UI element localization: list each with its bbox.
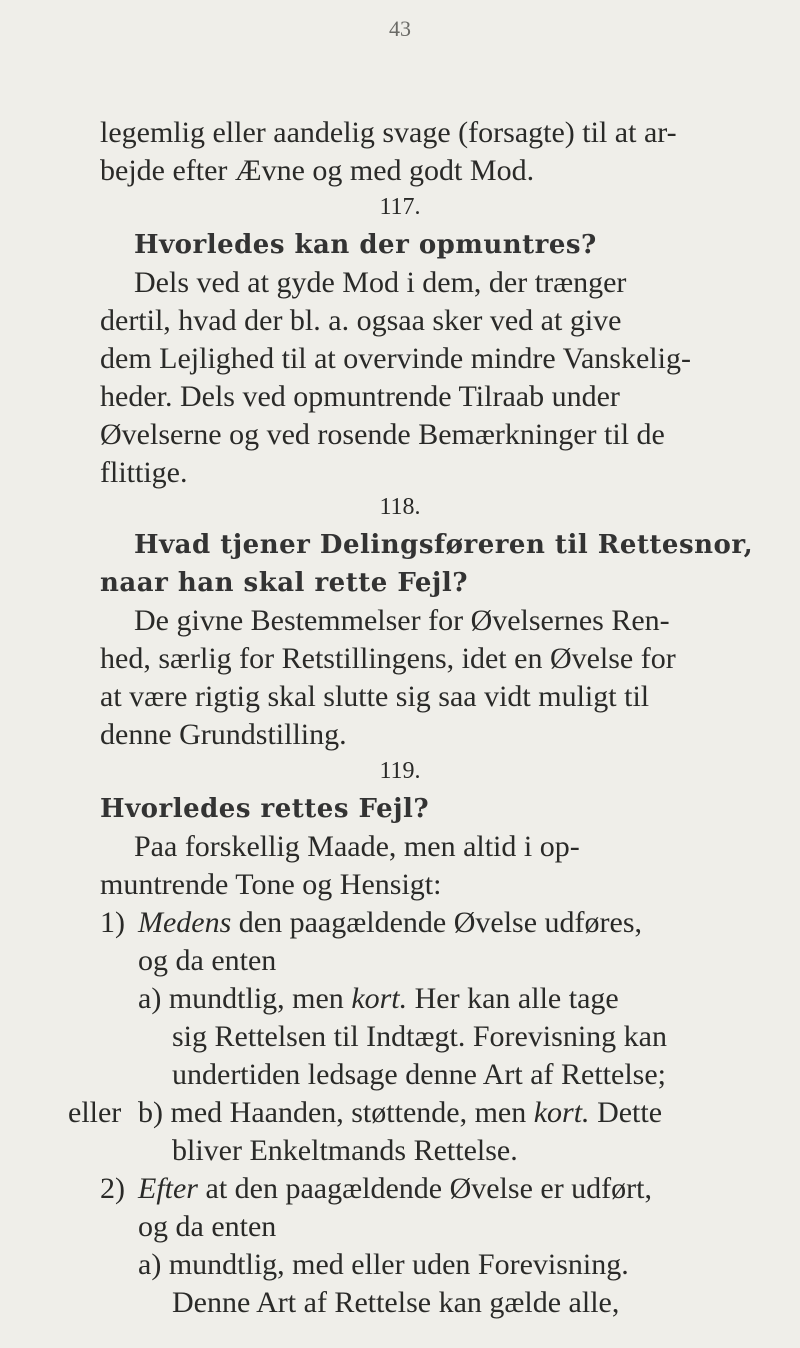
text-line: og da enten: [138, 1210, 277, 1243]
emphasis: Medens: [138, 906, 232, 939]
text-line: Paa forskellig Maade, men altid i op-: [134, 830, 580, 863]
text-line: muntrende Tone og Hensigt:: [100, 868, 442, 901]
sub-item-a: [138, 980, 619, 1018]
sub-text: Her kan alle tage: [407, 982, 619, 1015]
sub-text: med Haanden, støttende, men: [163, 1096, 534, 1129]
question-119: Hvorledes rettes Fejl?: [100, 794, 430, 824]
section-number-119: 119.: [379, 758, 421, 784]
list-marker: 2): [100, 1172, 125, 1205]
sub-marker: a): [138, 1248, 162, 1281]
section-number-118: 118.: [379, 494, 421, 520]
section-number-117: 117.: [379, 194, 421, 220]
text-line: Denne Art af Rettelse kan gælde alle,: [172, 1286, 620, 1319]
text-line: hed, særlig for Retstillingens, idet en Øvelse for: [100, 642, 676, 675]
sub-text: mundtlig, men: [161, 982, 352, 1015]
text-line: at være rigtig skal slutte sig saa vidt muligt til: [100, 680, 650, 713]
emphasis: kort.: [351, 982, 408, 1015]
page-number: 43: [389, 16, 411, 41]
emphasis: kort.: [533, 1096, 590, 1129]
question-118-line-1: Hvad tjener Delingsføreren til Rettesnor,: [134, 530, 754, 560]
list-text: at den paagældende Øvelse er udført,: [198, 1172, 652, 1205]
emphasis: Efter: [138, 1172, 198, 1205]
text-line: og da enten: [138, 944, 277, 977]
sub-item-a: [138, 1246, 629, 1284]
text-line: undertiden ledsage denne Art af Rettelse;: [172, 1058, 666, 1091]
list-text: den paagældende Øvelse udføres,: [231, 906, 642, 939]
text-line: bliver Enkeltmands Rettelse.: [172, 1134, 518, 1167]
list-marker: 1): [100, 906, 125, 939]
text-line: Dels ved at gyde Mod i dem, der trænger: [134, 266, 627, 299]
text-line: dertil, hvad der bl. a. ogsaa sker ved at give: [100, 304, 622, 337]
text-line: bejde efter Ævne og med godt Mod.: [100, 154, 535, 187]
text-line: denne Grundstilling.: [100, 718, 347, 751]
sub-item-b: [68, 1094, 662, 1132]
sub-prefix: eller: [68, 1096, 122, 1129]
list-item-2: [100, 1170, 652, 1208]
text-line: De givne Bestemmelser for Øvelsernes Ren-: [134, 604, 670, 637]
question-117: Hvorledes kan der opmuntres?: [134, 230, 597, 260]
text-line: flittige.: [100, 456, 188, 489]
text-line: heder. Dels ved opmuntrende Tilraab under: [100, 380, 620, 413]
sub-marker: b): [138, 1096, 163, 1129]
text-line: legemlig eller aandelig svage (forsagte) til at ar-: [100, 116, 677, 149]
sub-marker: a): [138, 982, 162, 1015]
text-line: sig Rettelsen til Indtægt. Forevisning kan: [172, 1020, 667, 1053]
text-line: Øvelserne og ved rosende Bemærkninger til de: [100, 418, 665, 451]
list-item-1: [100, 904, 642, 942]
sub-text: mundtlig, med eller uden Forevisning.: [161, 1248, 629, 1281]
text-line: dem Lejlighed til at overvinde mindre Vanskelig-: [100, 342, 691, 375]
sub-text: Dette: [589, 1096, 663, 1129]
question-118-line-2: naar han skal rette Fejl?: [100, 568, 468, 598]
